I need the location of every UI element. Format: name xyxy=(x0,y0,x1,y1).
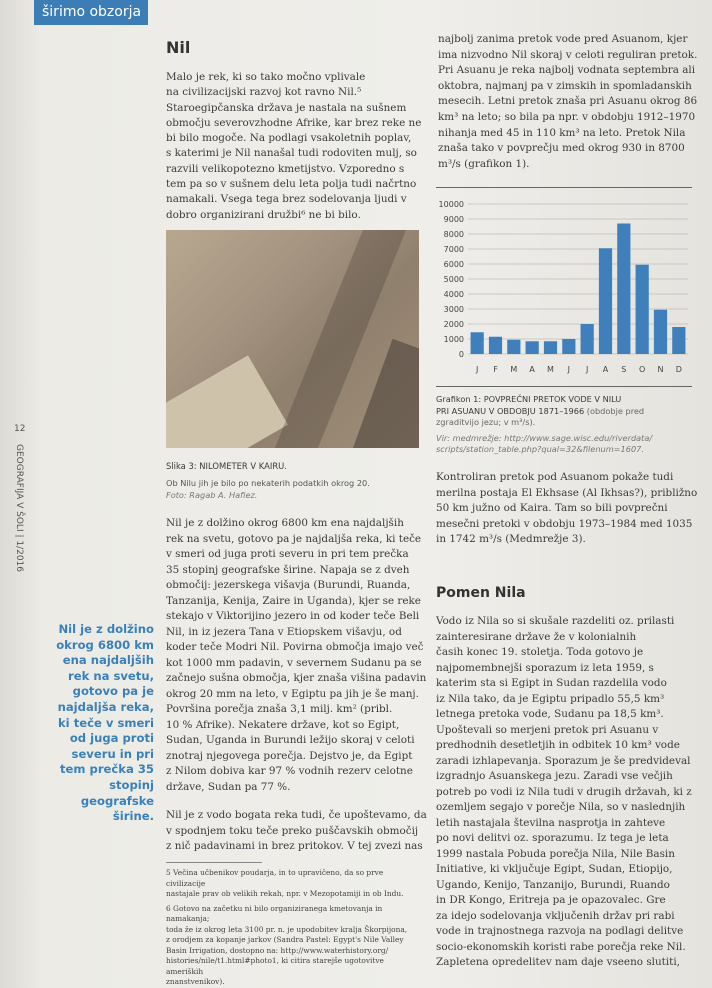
text-line: Vodo iz Nila so si skušale razdeliti oz. prilasti xyxy=(436,615,675,627)
text-line: letnega pretoka vode, Sudanu pa 18,5 km³. xyxy=(436,708,664,720)
bar-10 xyxy=(654,310,667,354)
bar-6 xyxy=(581,324,594,354)
pull-quote: Nil je z dolžino okrog 6800 km ena najdaljših rek na svetu, gotovo pa je najdaljša reka, ki teče v smeri od juga proti severu in pri tem prečka 35 stopinj geografske širine. xyxy=(56,622,154,824)
text-line: ima nizvodno Nil skoraj v celoti reguliran pretok. xyxy=(438,48,698,61)
y-tick-label: 5000 xyxy=(443,275,464,284)
side-running-title: GEOGRAFIJA V ŠOLI | 1/2016 xyxy=(14,444,24,573)
y-tick-label: 4000 xyxy=(443,290,464,299)
text-line: Ugando, Kenijo, Tanzanijo, Burundi, Ruando xyxy=(436,878,670,891)
text-line: mesecih. Letni pretok znaša pri Asuanu okrog 86 xyxy=(438,95,698,108)
section-tab: širimo obzorja xyxy=(34,0,148,25)
chart-source-2: scripts/station_table.php?qual=32&filenum=1607. xyxy=(436,444,644,455)
footnote-line: histories/nile/t1.html#photo1, ki citira starejše ugotovitve ameriških xyxy=(166,956,384,976)
text-line: merilna postaja El Ekhsase (Al Ikhsas?), približno xyxy=(436,486,698,499)
bar-7 xyxy=(599,248,612,354)
text-line: Staroegipčanska država je nastala na sušnem xyxy=(166,101,407,114)
footnote-line: z orodjem za kopanje jarkov (Sandra Pastel: Egypt's Nile Valley xyxy=(166,935,404,944)
footnote-line: toda že iz okrog leta 3100 pr. n. je upodobitev kralja Škorpijona, xyxy=(166,924,408,934)
text-line: najbolj zanima pretok vode pred Asuanom, kjer xyxy=(438,33,688,45)
y-tick-label: 7000 xyxy=(443,245,464,254)
bar-3 xyxy=(526,341,539,354)
text-line: Nil je z dolžino okrog 6800 km ena najdaljših xyxy=(166,517,404,529)
text-line: letih nastajala številna nasprotja in zahteve xyxy=(436,816,666,829)
chart-top-rule xyxy=(436,187,692,188)
section-heading: Pomen Nila xyxy=(436,585,526,601)
text-line: bi bilo mogoče. Na podlagi vsakoletnih poplav, xyxy=(166,132,412,145)
x-tick-label: O xyxy=(639,365,646,374)
text-line: nihanja med 45 in 110 km³ na leto. Pretok Nila xyxy=(438,126,686,139)
bar-5 xyxy=(562,339,575,354)
footnote-line: 6 Gotovo na začetku ni bilo organiziranega kmetovanja in namakanja; xyxy=(166,903,383,923)
text-line: 1999 nastala Pobuda porečja Nila, Nile Basin xyxy=(436,847,675,860)
text-line: 35 stopinj geografske širine. Napaja se z dveh xyxy=(166,563,410,576)
text-line: po novi delitvi oz. sporazumu. Iz tega je leta xyxy=(436,832,669,844)
chart-caption-note-2: zgraditvijo jezu; v m³/s). xyxy=(436,417,536,428)
chart-caption-title-2: PRI ASUANU V OBDOBJU 1871–1966 xyxy=(436,405,585,416)
body-paragraph-2 xyxy=(166,808,428,855)
bar-8 xyxy=(617,224,630,355)
text-line: znotraj njegovega porečja. Dejstvo je, da Egipt xyxy=(166,749,413,762)
text-line: vode in trajnostnega razvoja na podlagi delitve xyxy=(436,925,684,937)
text-line: znaša tako v povprečju med okrog 930 in 8700 xyxy=(438,142,685,155)
text-line: socio-ekonomskih koristi rabe porečja reke Nil. xyxy=(436,940,686,953)
text-line: in DR Kongo, Eritreja pa je opazovalec. Gre xyxy=(436,894,666,906)
x-tick-label: A xyxy=(529,365,535,374)
text-line: ozemljem segajo v porečje Nila, so v naslednjih xyxy=(436,801,686,813)
footnote-line: Basin Irrigation, dostopno na: http://www.waterhistory.org/ xyxy=(166,945,389,955)
bar-0 xyxy=(471,332,484,354)
text-line: z Nilom dobiva kar 97 % vodnih rezerv celotne xyxy=(166,765,413,777)
x-tick-label: M xyxy=(547,365,554,374)
text-line: Zapletena opredelitev nam daje vseeno slutiti, xyxy=(436,956,680,968)
text-line: 50 km južno od Kaira. Tam so bili povprečni xyxy=(436,502,668,514)
photo-caption xyxy=(166,460,426,502)
footnote-line: 5 Večina učbenikov poudarja, in to upravičeno, da so prve civilizacije xyxy=(166,868,384,888)
text-line: območju severovzhodne Afrike, kar brez reke ne xyxy=(166,116,422,129)
text-line: v spodnjem toku teče preko puščavskih območij xyxy=(166,824,419,837)
y-tick-label: 2000 xyxy=(443,320,464,329)
text-line: območij: jezerskega višavja (Burundi, Ruanda, xyxy=(166,579,411,591)
y-tick-label: 1000 xyxy=(443,335,464,344)
bar-4 xyxy=(544,341,557,354)
text-line: dobro organizirani družbi⁶ ne bi bilo. xyxy=(166,208,361,221)
footnotes xyxy=(166,868,416,988)
text-line: katerim sta si Egipt in Sudan razdelila vodo xyxy=(436,677,667,689)
text-line: m³/s (grafikon 1). xyxy=(438,157,530,170)
text-line: s katerimi je Nil nanašal tudi rodoviten mulj, so xyxy=(166,147,417,160)
chart-source: Vir: medmrežje: http://www.sage.wisc.edu/riverdata/ xyxy=(436,432,653,443)
text-line: rek na svetu, gotovo pa je najdaljša reka, ki teče xyxy=(166,532,422,545)
flow-chart xyxy=(436,196,692,382)
article-title: Nil xyxy=(166,38,191,57)
text-line: namakali. Vsega tega brez sodelovanja ljudi v xyxy=(166,193,407,206)
nilometer-photo xyxy=(166,230,419,448)
text-line: 10 % Afrike). Nekatere države, kot so Egipt, xyxy=(166,718,400,731)
y-tick-label: 6000 xyxy=(443,260,464,269)
text-line: okrog 20 mm na leto, v Egiptu pa jih je še manj. xyxy=(166,687,419,700)
text-line: mesečni pretoki v obdobju 1973–1984 med 1035 xyxy=(436,517,693,530)
x-tick-label: J xyxy=(475,365,479,374)
text-line: kot 1000 mm padavin, v severnem Sudanu pa se xyxy=(166,656,422,669)
x-tick-label: F xyxy=(493,365,498,374)
x-tick-label: J xyxy=(585,365,589,374)
footnote-line: nastajale prav ob velikih rekah, npr. v Mezopotamiji in ob Indu. xyxy=(166,889,404,898)
text-line: km³ na leto; so bila pa npr. v obdobju 1912–1970 xyxy=(438,110,696,123)
text-line: izgradnjo Asuanskega jezu. Zaradi vse večjih xyxy=(436,770,673,782)
text-line: koder teče Modri Nil. Povirna območja imajo več xyxy=(166,641,424,653)
text-line: in 1742 m³/s (Medmrežje 3). xyxy=(436,533,586,545)
x-tick-label: M xyxy=(510,365,518,374)
text-line: časih konec 19. stoletja. Toda gotovo je xyxy=(436,646,644,658)
text-line: razvili velikopotezno kmetijstvo. Vzporedno s xyxy=(166,162,405,175)
x-tick-label: D xyxy=(675,365,682,374)
x-tick-label: N xyxy=(657,365,664,374)
bar-9 xyxy=(636,265,649,354)
x-tick-label: A xyxy=(602,365,609,374)
text-line: Upoštevali so merjeni pretok pri Asuanu v xyxy=(436,723,659,736)
caption-text: Ob Nilu jih je bilo po nekaterih podatkih okrog 20. xyxy=(166,477,370,488)
y-tick-label: 8000 xyxy=(443,230,464,239)
y-tick-label: 3000 xyxy=(443,305,464,314)
text-line: predhodnih desetletjih in odbitek 10 km³ vode xyxy=(436,739,680,751)
footnote-line: znanstvenikov). xyxy=(166,977,225,986)
bar-11 xyxy=(672,327,685,354)
text-line: zaradi izhlapevanja. Sporazum je še predvideval xyxy=(436,754,691,767)
chart-caption-note: (obdobje pred xyxy=(586,405,645,416)
text-line: Sudan, Uganda in Burundi ležijo skoraj v celoti xyxy=(166,734,415,746)
section-paragraph xyxy=(436,614,700,971)
text-line: za idejo sodelovanja vključenih držav pri rabi xyxy=(436,909,675,922)
text-line: zainteresirane države že v kolonialnih xyxy=(436,630,637,643)
chart-caption xyxy=(436,394,698,456)
text-line: na civilizacijski razvoj kot ravno Nil.⁵ xyxy=(166,86,362,99)
footnote-rule xyxy=(166,862,262,863)
y-tick-label: 9000 xyxy=(443,215,464,224)
text-line: Tanzanija, Kenija, Zaire in Uganda), kjer se reke xyxy=(166,594,421,607)
text-line: Površina porečja znaša 3,1 milj. km² (pribl. xyxy=(166,703,393,715)
right-column-mid xyxy=(436,470,698,548)
text-line: Nil je z vodo bogata reka tudi, če upoštevamo, da xyxy=(166,809,427,821)
body-paragraph-1 xyxy=(166,516,428,795)
chart-bottom-rule xyxy=(436,386,692,387)
text-line: z nič padavinami in brez pritokov. V tej zvezi nas xyxy=(166,840,423,852)
x-tick-label: J xyxy=(567,365,571,374)
text-line: Nil, in iz jezera Tana v Etiopskem višavju, od xyxy=(166,625,402,638)
text-line: države, Sudan pa 77 %. xyxy=(166,780,291,793)
text-line: Initiative, ki vključuje Egipt, Sudan, Etiopijo, xyxy=(436,863,673,875)
text-line: oktobra, najmanj pa v zimskih in spomladanskih xyxy=(438,79,692,92)
y-tick-label: 0 xyxy=(458,350,464,359)
text-line: Malo je rek, ki so tako močno vplivale xyxy=(166,71,366,83)
bar-1 xyxy=(489,337,502,354)
x-tick-label: S xyxy=(621,365,627,374)
intro-paragraph xyxy=(166,70,426,223)
text-line: v smeri od juga proti severu in pri tem prečka xyxy=(166,548,409,560)
right-column-top xyxy=(438,32,698,172)
text-line: začnejo sušna območja, kjer znaša višina padavin xyxy=(166,672,427,684)
text-line: najpomembnejši sporazum iz leta 1959, s xyxy=(436,661,654,674)
text-line: potreb po vodi iz Nila tudi v drugih državah, ki z xyxy=(436,785,692,798)
text-line: tem pa so v sušnem delu leta polja tudi načrtno xyxy=(166,178,417,191)
y-tick-label: 10000 xyxy=(438,200,464,209)
text-line: iz Nila tako, da je Egiptu pripadlo 55,5 km³ xyxy=(436,692,665,705)
photo-credit: Foto: Ragab A. Hafiez. xyxy=(166,490,258,500)
text-line: Pri Asuanu je reka najbolj vodnata septembra ali xyxy=(438,64,696,77)
caption-title: Slika 3: NILOMETER V KAIRU. xyxy=(166,461,287,471)
chart-caption-title: Grafikon 1: POVPREČNI PRETOK VODE V NILU xyxy=(436,394,622,404)
bar-2 xyxy=(507,340,520,354)
text-line: stekajo v Viktorijino jezero in od koder teče Beli xyxy=(166,610,420,622)
page-number: 12 xyxy=(14,424,26,434)
text-line: Kontroliran pretok pod Asuanom pokaže tudi xyxy=(436,471,674,483)
